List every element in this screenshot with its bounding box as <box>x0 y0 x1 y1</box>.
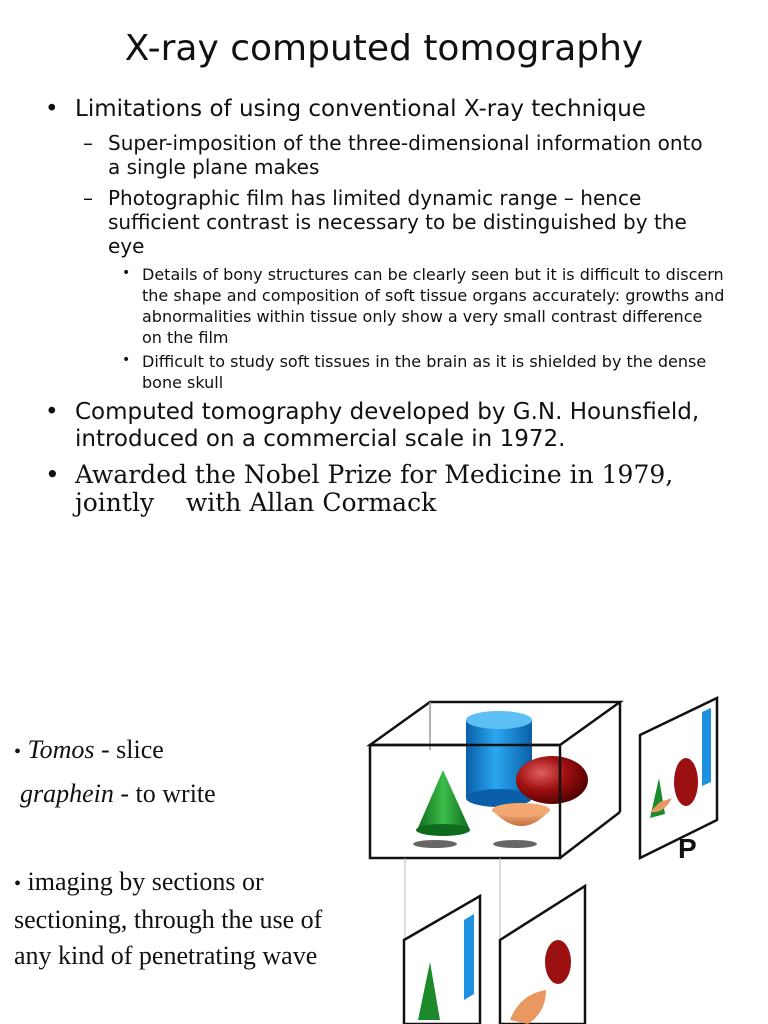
term-tomos: Tomos <box>27 735 95 764</box>
subbullet-superimposition <box>83 131 708 179</box>
subbullet-text: Super-imposition of the three-dimensional information onto a single plane makes <box>108 131 703 179</box>
bullet-limitations <box>45 96 735 123</box>
bullet-nobel <box>45 460 695 517</box>
subbullet-text: Photographic film has limited dynamic range – hence sufficient contrast is necessary to be distinguished by the eye <box>108 186 687 258</box>
dash-marker: – <box>83 131 93 155</box>
bullet-dot: • <box>14 741 22 763</box>
definition-tomos: - slice <box>94 735 164 764</box>
subsubbullet-text: Details of bony structures can be clearly seen but it is difficult to discern the shape and composition of soft tissue organs accurately: growths and abnormalities within tissue only show a very small contrast difference on the film <box>142 265 725 347</box>
bullet-hounsfield <box>45 399 735 453</box>
term-graphein: graphein <box>20 779 114 808</box>
subbullet-dynamic-range <box>83 186 728 258</box>
bullet-text: Computed tomography developed by G.N. Hounsfield, introduced on a commercial scale in 1972. <box>75 399 700 452</box>
subsubbullet-brain <box>122 351 727 393</box>
bullet-text: Awarded the Nobel Prize for Medicine in 1979, jointly with Allan Cormack <box>75 460 682 517</box>
definition-graphein: - to write <box>113 779 216 808</box>
sphere-shape <box>516 756 588 804</box>
etymology-tomos <box>14 732 164 770</box>
subsubbullet-text: Difficult to study soft tissues in the brain as it is shielded by the dense bone skull <box>142 352 707 392</box>
imaging-description: imaging by sections or sectioning, through the use of any kind of penetrating wave <box>14 867 323 970</box>
etymology-graphein <box>20 776 216 812</box>
dash-marker: – <box>83 186 93 210</box>
etymology-imaging <box>14 864 334 974</box>
projection-plane-p <box>640 698 717 864</box>
cone-shape <box>416 770 470 836</box>
bullet-dot: • <box>14 873 22 895</box>
slide-title: X-ray computed tomography <box>124 28 644 69</box>
bullet-dot: • <box>45 460 60 489</box>
bullet-dot: • <box>122 265 131 281</box>
slice-plane-2 <box>500 886 585 1024</box>
subsubbullet-bony-structures <box>122 264 727 348</box>
shadow-ellipses <box>413 840 537 848</box>
bullet-dot: • <box>45 96 59 122</box>
slice-plane-1 <box>404 896 480 1024</box>
bullet-dot: • <box>122 352 131 368</box>
projection-label: P <box>678 833 697 864</box>
bullet-dot: • <box>45 399 59 425</box>
bullet-text: Limitations of using conventional X-ray technique <box>75 96 646 122</box>
tomography-illustration <box>360 690 768 1024</box>
